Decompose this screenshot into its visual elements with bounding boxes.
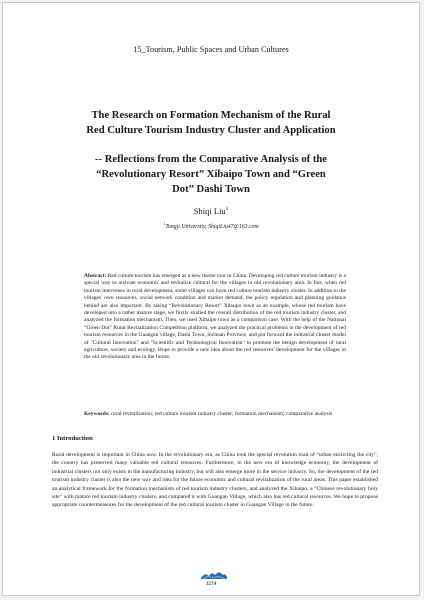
introduction-paragraph: Rural development is important in China now. In the revolutionary era, as China took the special revolution road of “urban encircling the city”, the country has preserved many valuable red cultural resources. Furthermore, in the new era of knowledge economy, the development of industrial clusters not only exists in the manufacturing industry, but will also emerge more in the service industry. So, the development of the red tourism industry cluster is also the new way and idea for the future economic and cultural revitalization of the rural areas. This paper established an analytical framework for the formation mechanism of red tourism industry clusters, and analyzed the Xibaipo, a “Chinese revolutionary holy site” with mature red tourism industry clusters, and compared it with Guangan Village, which also has red cultural resources. We hope to propose appropriate countermeasures for the development of the red cultural tourism cluster in Guangan Village in the future. — [52, 452, 378, 509]
keywords — [84, 411, 346, 418]
subtitle-line: -- Reflections from the Comparative Analysis of the — [95, 154, 327, 165]
paper-subtitle — [33, 152, 389, 197]
subtitle-line: Dot” Dashi Town — [172, 184, 250, 195]
paper-page — [2, 2, 420, 596]
conference-track: 15_Tourism, Public Spaces and Urban Cultures — [133, 45, 289, 54]
affiliation-superscript: 1 — [163, 221, 166, 226]
author-name: Shiqi Liu — [193, 206, 226, 216]
abstract — [84, 273, 346, 362]
abstract-text: Red culture tourism has emerged as a new theme tour in China. Developing red culture tourism industry is a special way to activate economic and revitalize cultural for the villages in old revolutionary area. In fact, when red tourism intervenes in rural development, some villages can form red culture tourism industry cluster. In addition to the villages' own resources, social network condition and market demand, the policy regulation and planning guidance behind are also important. By taking “Revolutionary Resort” Xibaipo town as an example, whose red tourism have developed into a rather mature stage, we firstly studied the overall distribution of the red tourism industry cluster, and analyzed the formation mechanism. Then, we used Xibaipo town as a comparison case. With the help of the National “Green Dot” Rural Revitalization Competition platform, we analyzed the practical problems in the development of red tourism resources in the Guangan village, Dashi Town, Sichuan Province, and put forward the industrial cluster model of "Cultural Innovation" and "Scientific and Technological Innovation" to promote the benign development of rural agriculture, society and ecology. Hope to provide a new idea about the red resources' development for the villages in the old revolutionary area in the future. — [84, 273, 346, 361]
abstract-label: Abstract: — [84, 273, 107, 279]
affiliation-text: Tongji University, ShiqiLiu47@163.com — [165, 223, 259, 230]
conference-logo-icon — [199, 569, 229, 581]
paper-title — [33, 109, 389, 138]
affiliation-line — [3, 221, 419, 230]
keywords-text: rural revitalization; red culture tourism industry cluster; formation mechanism; comparative analysis — [109, 411, 333, 417]
section-heading: 1 Introduction — [52, 435, 93, 442]
page-number: 3274 — [205, 581, 217, 587]
title-line: The Research on Formation Mechanism of the Rural — [91, 110, 331, 121]
author-superscript: 1 — [225, 207, 229, 213]
keywords-label: Keywords: — [84, 411, 110, 417]
author-line — [3, 206, 419, 216]
subtitle-line: “Revolutionary Resort” Xibaipo Town and “Green — [96, 169, 326, 180]
title-line: Red Culture Tourism Industry Cluster and Application — [86, 124, 336, 136]
